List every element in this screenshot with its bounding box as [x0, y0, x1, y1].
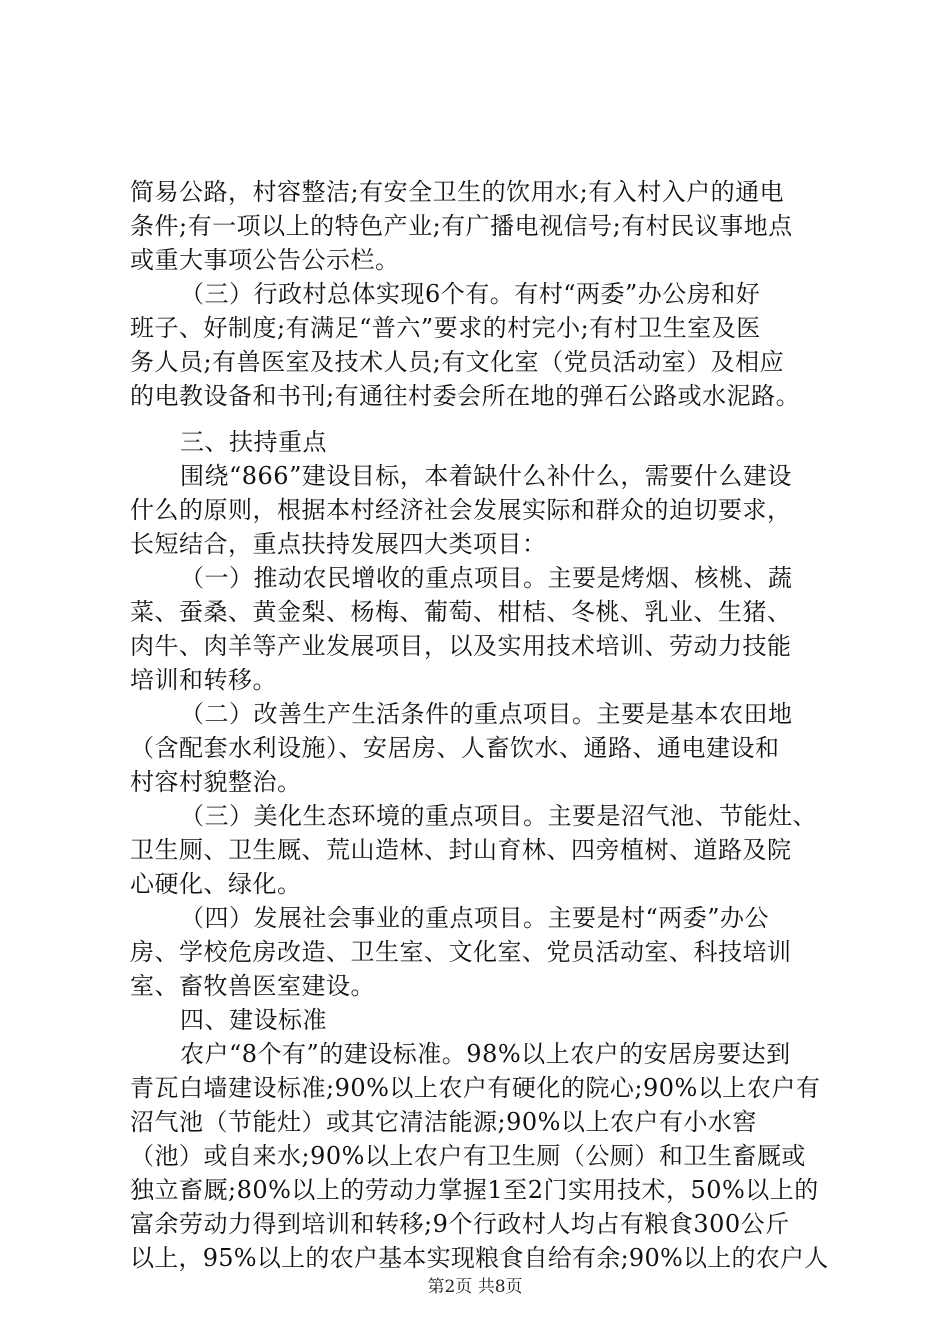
text-line: 班子、好制度;有满足“普六”要求的村完小;有村卫生室及医 [130, 314, 761, 342]
text-line: 或重大事项公告公示栏。 [130, 246, 400, 274]
text-line: （二）改善生产生活条件的重点项目。主要是基本农田地 [180, 700, 793, 728]
text-line: 房、学校危房改造、卫生室、文化室、党员活动室、科技培训 [130, 938, 792, 966]
text-line: 务人员;有兽医室及技术人员;有文化室（党员活动室）及相应 [130, 348, 785, 376]
text-line: 农户“8个有”的建设标准。98%以上农户的安居房要达到 [180, 1040, 791, 1068]
text-line: 心硬化、绿化。 [130, 870, 302, 898]
section-heading: 三、扶持重点 [180, 428, 327, 456]
text-line: 围绕“866”建设目标，本着缺什么补什么，需要什么建设 [180, 462, 792, 490]
text-line: 青瓦白墙建设标准;90%以上农户有硬化的院心;90%以上农户有 [130, 1074, 821, 1102]
text-line: （一）推动农民增收的重点项目。主要是烤烟、核桃、蔬 [180, 564, 793, 592]
text-line: 简易公路，村容整洁;有安全卫生的饮用水;有入村入户的通电 [130, 178, 785, 206]
text-line: （三）行政村总体实现6个有。有村“两委”办公房和好 [180, 280, 761, 308]
text-line: 什么的原则，根据本村经济社会发展实际和群众的迫切要求， [130, 496, 792, 524]
text-line: 长短结合，重点扶持发展四大类项目： [130, 530, 547, 558]
text-line: 沼气池（节能灶）或其它清洁能源;90%以上农户有小水窖 [130, 1108, 757, 1136]
text-line: 的电教设备和书刊;有通往村委会所在地的弹石公路或水泥路。 [130, 382, 801, 410]
text-line: （池）或自来水;90%以上农户有卫生厕（公厕）和卫生畜厩或 [130, 1142, 806, 1170]
section-heading: 四、建设标准 [180, 1006, 327, 1034]
text-line: 室、畜牧兽医室建设。 [130, 972, 375, 1000]
text-line: 富余劳动力得到培训和转移;9个行政村人均占有粮食300公斤 [130, 1210, 790, 1238]
text-line: 条件;有一项以上的特色产业;有广播电视信号;有村民议事地点 [130, 212, 793, 240]
text-line: 以上，95%以上的农户基本实现粮食自给有余;90%以上的农户人 [130, 1244, 829, 1272]
text-line: 培训和转移。 [130, 666, 277, 694]
text-line: 肉牛、肉羊等产业发展项目，以及实用技术培训、劳动力技能 [130, 632, 792, 660]
text-line: 卫生厕、卫生厩、荒山造林、封山育林、四旁植树、道路及院 [130, 836, 792, 864]
page-number-footer: 第2页 共8页 [427, 1277, 523, 1297]
text-line: （含配套水利设施）、安居房、人畜饮水、通路、通电建设和 [130, 734, 780, 762]
text-line: 菜、蚕桑、黄金梨、杨梅、葡萄、柑桔、冬桃、乳业、生猪、 [130, 598, 792, 626]
text-line: 独立畜厩;80%以上的劳动力掌握1至2门实用技术，50%以上的 [130, 1176, 819, 1204]
text-line: 村容村貌整治。 [130, 768, 302, 796]
text-line: （三）美化生态环境的重点项目。主要是沼气池、节能灶、 [180, 802, 817, 830]
text-line: （四）发展社会事业的重点项目。主要是村“两委”办公 [180, 904, 770, 932]
